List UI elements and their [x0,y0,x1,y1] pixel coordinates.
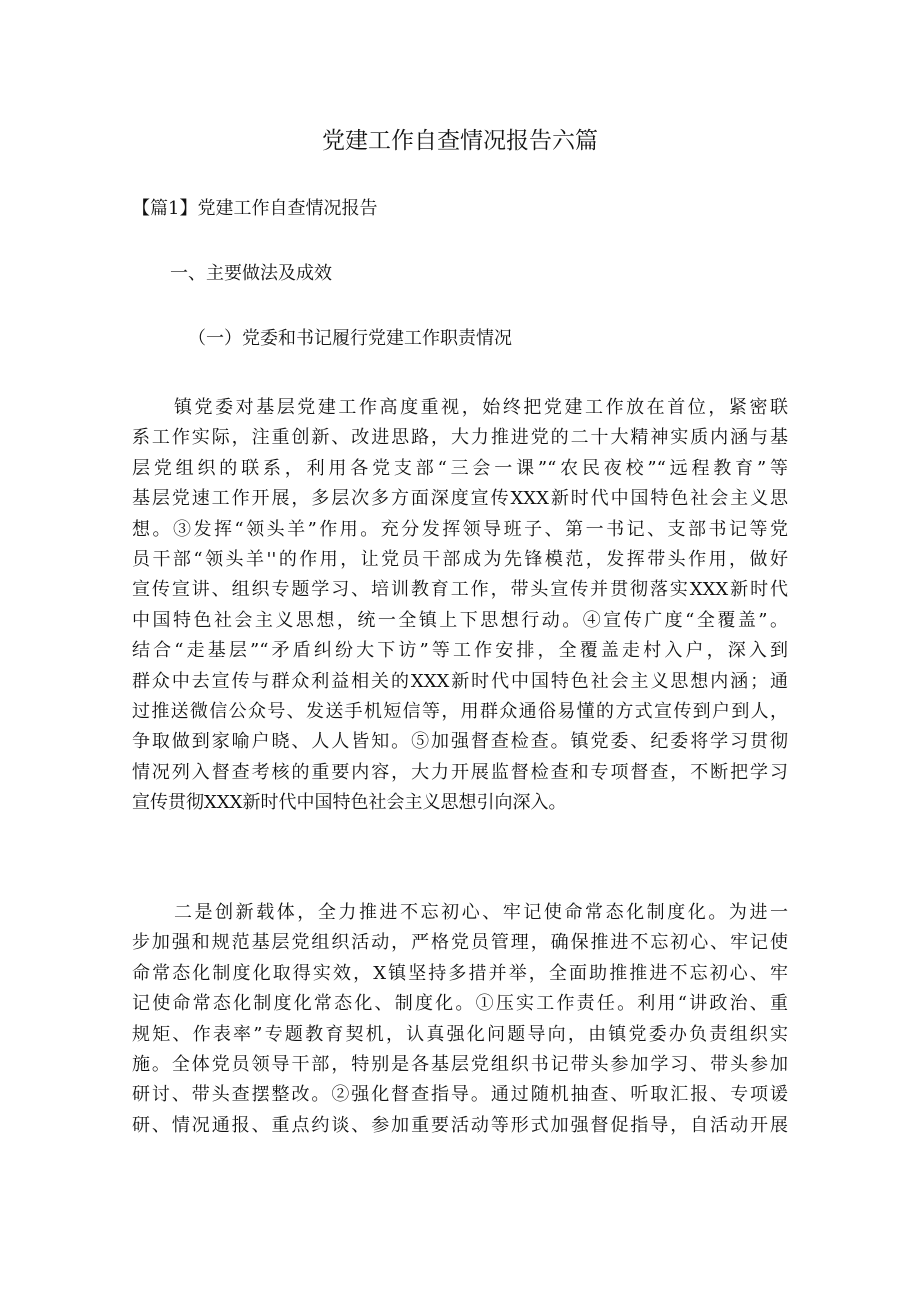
body-paragraph-2 [132,898,788,1141]
body-paragraph-1 [132,393,788,818]
paragraph-line: 群众中去宣传与群众利益相关的XXX新时代中国特色社会主义思想内涵；通 [132,670,788,692]
paragraph-line: 过推送微信公众号、发送手机短信等，用群众通俗易懂的方式宣传到户到人， [132,700,788,722]
paragraph-line: 系工作实际，注重创新、改进思路，大力推进党的二十大精神实质内涵与基 [132,427,788,449]
paragraph-line: 二是创新载体，全力推进不忘初心、牢记使命常态化制度化。为进一 [174,902,788,923]
paragraph-line: 研讨、带头查摆整改。②强化督查指导。通过随机抽查、听取汇报、专项谖 [132,1084,788,1106]
paragraph-line: 施。全体党员领导干部，特别是各基层党组织书记带头参加学习、带头参加 [132,1053,788,1075]
paragraph-line: 镇党委对基层党建工作高度重视，始终把党建工作放在首位，紧密联 [174,397,788,418]
paragraph-line: 宣传贯彻XXX新时代中国特色社会主义思想引向深入。 [132,792,567,814]
paragraph-line: 命常态化制度化取得实效，X镇坚持多措并举，全面助推推进不忘初心、牢 [132,962,788,984]
paragraph-line: 中国特色社会主义思想，统一全镇上下思想行动。④宣传广度“全覆盖”。 [132,609,788,631]
subsection-heading: （一）党委和书记履行党建工作职责情况 [188,328,512,349]
paragraph-line: 记使命常态化制度化常态化、制度化。①压实工作责任。利用“讲政治、重 [132,993,788,1015]
paragraph-line: 宣传宣讲、组织专题学习、培训教育工作，带头宣传并贯彻落实XXX新时代 [132,579,788,601]
paragraph-line: 规矩、作表率”专题教育契机，认真强化问题导向，由镇党委办负责组织实 [132,1023,788,1045]
article-heading: 【篇1】党建工作自查情况报告 [132,198,378,219]
paragraph-line: 结合“走基层”“矛盾纠纷大下访”等工作安排，全覆盖走村入户，深入到 [132,640,788,662]
paragraph-line: 研、情况通报、重点约谈、参加重要活动等形式加强督促指导，自活动开展 [132,1114,788,1136]
paragraph-line: 层党组织的联系，利用各党支部“三会一课”“农民夜校”“远程教育”等 [132,457,788,479]
paragraph-line: 员干部“领头羊''的作用，让党员干部成为先锋模范，发挥带头作用，做好 [132,548,788,570]
paragraph-line: 争取做到家喻户晓、人人皆知。⑤加强督查检查。镇党委、纪委将学习贯彻 [132,731,788,753]
document-title: 党建工作自查情况报告六篇 [322,128,598,154]
paragraph-line: 基层党速工作开展，多层次多方面深度宣传XXX新时代中国特色社会主义思 [132,488,788,510]
paragraph-line: 步加强和规范基层党组织活动，严格党员管理，确保推进不忘初心、牢记使 [132,932,788,954]
paragraph-line: 情况列入督查考核的重要内容，大力开展监督检查和专项督查，不断把学习 [132,761,788,783]
paragraph-line: 想。③发挥“领头羊”作用。充分发挥领导班子、第一书记、支部书记等党 [132,518,788,540]
section-heading: 一、主要做法及成效 [170,263,332,284]
